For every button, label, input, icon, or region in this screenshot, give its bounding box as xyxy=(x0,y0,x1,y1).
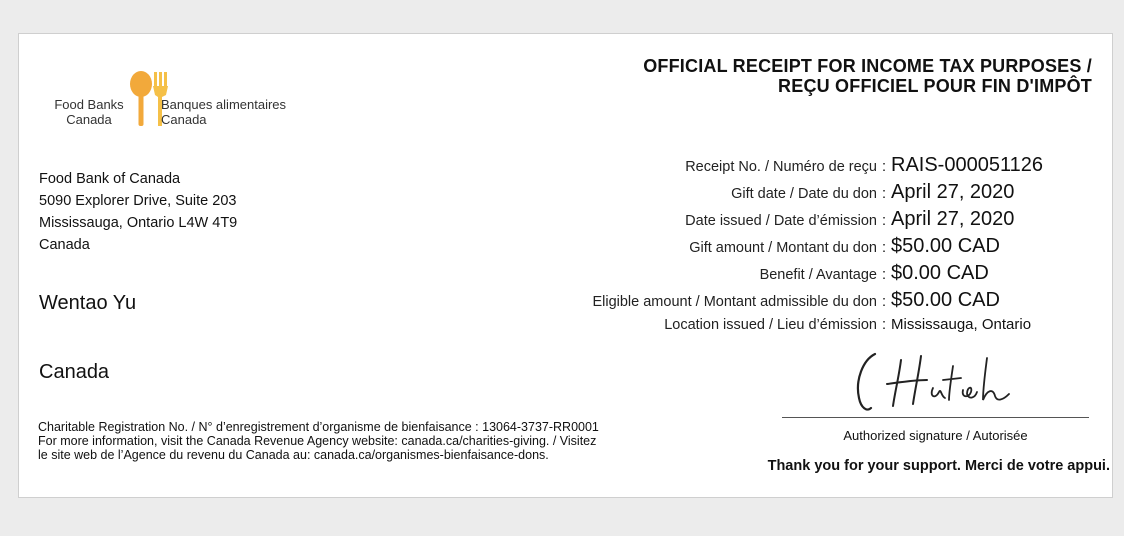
detail-label: Gift date / Date du don xyxy=(731,186,877,202)
detail-row-location-issued xyxy=(519,316,1099,343)
detail-separator: : xyxy=(881,213,887,229)
title-line-en: OFFICIAL RECEIPT FOR INCOME TAX PURPOSES / xyxy=(643,56,1092,76)
detail-value: RAIS-000051126 xyxy=(891,154,1043,176)
receipt-details xyxy=(519,154,1099,343)
signature-label: Authorized signature / Autorisée xyxy=(843,428,1028,443)
title-line-fr: REÇU OFFICIEL POUR FIN D'IMPÔT xyxy=(778,76,1092,96)
logo-name-fr: Banques alimentaires Canada xyxy=(161,97,287,127)
detail-value: Mississauga, Ontario xyxy=(891,316,1032,333)
detail-row-gift-date xyxy=(519,181,1099,208)
detail-row-gift-amount xyxy=(519,235,1099,262)
detail-row-receipt-no xyxy=(519,154,1099,181)
detail-value: $50.00 CAD xyxy=(891,289,1000,311)
organization-address xyxy=(39,168,237,256)
thank-you-message: Thank you for your support. Merci de votre appui. xyxy=(767,458,1110,474)
detail-row-benefit xyxy=(519,262,1099,289)
detail-separator: : xyxy=(881,294,887,310)
detail-label: Eligible amount / Montant admissible du don xyxy=(592,294,877,310)
detail-row-eligible-amount xyxy=(519,289,1099,316)
signature-line xyxy=(782,417,1089,418)
charitable-registration: Charitable Registration No. / N° d’enregistrement d’organisme de bienfaisance : 13064-3737-RR0001 xyxy=(38,420,599,434)
receipt xyxy=(18,33,1113,498)
org-address-line2: Mississauga, Ontario L4W 4T9 xyxy=(39,215,238,231)
org-name: Food Bank of Canada xyxy=(39,171,181,187)
detail-value: April 27, 2020 xyxy=(891,208,1015,230)
receipt-title xyxy=(643,56,1092,96)
donor-country: Canada xyxy=(39,361,110,383)
cra-info-line2: le site web de l’Agence du revenu du Canada au: canada.ca/organismes-bienfaisance-dons. xyxy=(38,448,549,462)
detail-separator: : xyxy=(881,267,887,283)
detail-value: $50.00 CAD xyxy=(891,235,1000,257)
org-address-line1: 5090 Explorer Drive, Suite 203 xyxy=(39,193,237,209)
detail-label: Location issued / Lieu d’émission xyxy=(664,317,877,333)
detail-value: April 27, 2020 xyxy=(891,181,1015,203)
food-banks-canada-logo xyxy=(49,70,309,130)
detail-separator: : xyxy=(881,159,887,175)
footer-notice xyxy=(38,420,658,462)
detail-label: Gift amount / Montant du don xyxy=(689,240,877,256)
detail-separator: : xyxy=(881,186,887,202)
detail-separator: : xyxy=(881,317,887,333)
org-country: Canada xyxy=(39,237,90,253)
logo-name-en: Food Banks Canada xyxy=(54,97,124,127)
handwritten-signature xyxy=(849,346,1029,416)
donor-name: Wentao Yu xyxy=(39,292,137,314)
cra-info-line1: For more information, visit the Canada Revenue Agency website: canada.ca/charities-giving. / Visitez xyxy=(38,434,597,448)
detail-row-date-issued xyxy=(519,208,1099,235)
detail-label: Receipt No. / Numéro de reçu xyxy=(685,159,877,175)
detail-separator: : xyxy=(881,240,887,256)
detail-value: $0.00 CAD xyxy=(891,262,989,284)
detail-label: Benefit / Avantage xyxy=(759,267,877,283)
detail-label: Date issued / Date d’émission xyxy=(685,213,877,229)
